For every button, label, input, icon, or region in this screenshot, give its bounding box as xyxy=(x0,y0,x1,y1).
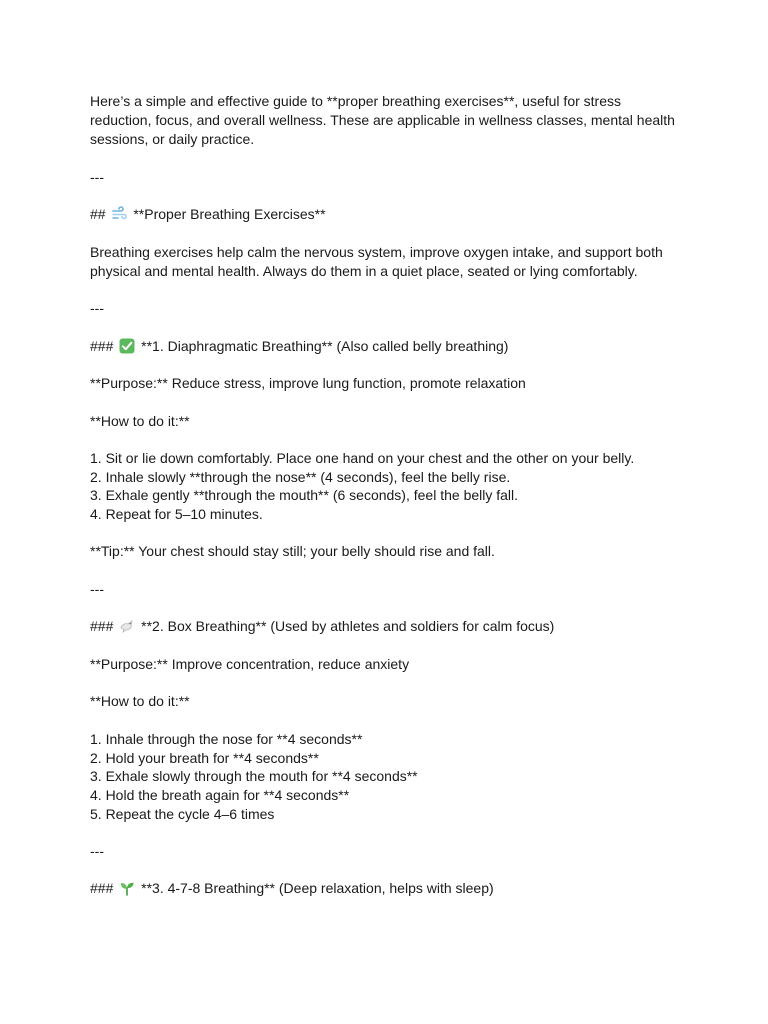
section-2-heading xyxy=(90,617,680,636)
separator-1: --- xyxy=(90,168,104,185)
seedling-icon xyxy=(119,880,135,896)
list-item: 2. Hold your breath for **4 seconds** xyxy=(90,749,319,766)
section-2-purpose: **Purpose:** Improve concentration, reduce anxiety xyxy=(90,655,410,672)
wind-icon xyxy=(111,206,127,222)
section-3-heading xyxy=(90,879,680,898)
section-3-prefix: ### xyxy=(90,880,114,897)
separator-3: --- xyxy=(90,580,104,597)
section-3-title: **3. 4-7-8 Breathing** (Deep relaxation, helps with sleep) xyxy=(141,880,494,897)
document-page xyxy=(90,92,680,898)
list-item: 3. Exhale gently **through the mouth** (6 seconds), feel the belly fall. xyxy=(90,487,519,504)
list-item: 1. Inhale through the nose for **4 seconds** xyxy=(90,730,363,747)
main-heading xyxy=(90,205,680,224)
separator-4: --- xyxy=(90,842,104,859)
intro-paragraph: Here’s a simple and effective guide to **proper breathing exercises**, useful for stress reduction, focus, and overall wellness. These are applicable in wellness classes, mental health sessions, or daily practice. xyxy=(90,93,675,147)
main-heading-prefix: ## xyxy=(90,206,106,222)
section-1-heading xyxy=(90,337,680,356)
section-1-howto-label: **How to do it:** xyxy=(90,412,190,429)
section-1-purpose: **Purpose:** Reduce stress, improve lung function, promote relaxation xyxy=(90,375,526,391)
separator-2: --- xyxy=(90,300,104,316)
list-item: 4. Hold the breath again for **4 seconds** xyxy=(90,786,350,803)
section-2-prefix: ### xyxy=(90,618,114,635)
main-heading-text: **Proper Breathing Exercises** xyxy=(133,206,326,222)
section-1-prefix: ### xyxy=(90,337,114,354)
list-item: 3. Exhale slowly through the mouth for **4 seconds** xyxy=(90,768,418,785)
list-item: 4. Repeat for 5–10 minutes. xyxy=(90,506,263,523)
list-item: 5. Repeat the cycle 4–6 times xyxy=(90,805,275,822)
section-1-tip: **Tip:** Your chest should stay still; your belly should rise and fall. xyxy=(90,543,495,560)
dove-icon xyxy=(119,618,135,634)
main-intro-paragraph: Breathing exercises help calm the nervous system, improve oxygen intake, and support both physical and mental health. Always do them in a quiet place, seated or lying comfortably. xyxy=(90,243,663,279)
list-item: 1. Sit or lie down comfortably. Place one hand on your chest and the other on your belly. xyxy=(90,450,635,466)
section-1-steps xyxy=(90,449,680,524)
section-1-title: **1. Diaphragmatic Breathing** (Also called belly breathing) xyxy=(141,337,509,354)
section-2-howto-label: **How to do it:** xyxy=(90,693,190,710)
list-item: 2. Inhale slowly **through the nose** (4 seconds), feel the belly rise. xyxy=(90,468,511,485)
check-mark-button-icon xyxy=(119,338,135,354)
section-2-title: **2. Box Breathing** (Used by athletes and soldiers for calm focus) xyxy=(141,618,555,635)
section-2-steps xyxy=(90,730,680,824)
